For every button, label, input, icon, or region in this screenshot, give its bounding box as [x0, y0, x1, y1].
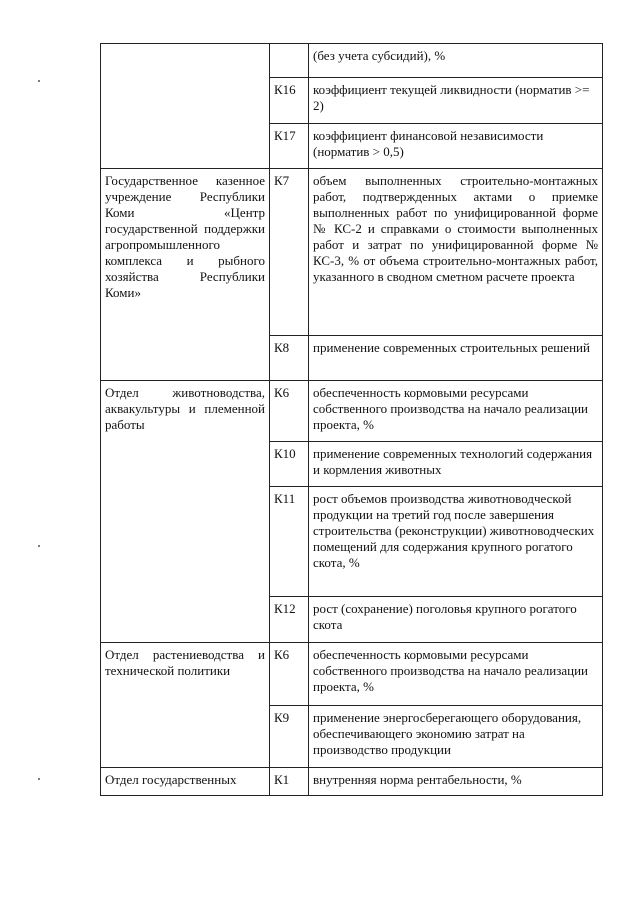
- code-cell: К11: [270, 487, 309, 597]
- code-cell: [270, 44, 309, 78]
- code-cell: К1: [270, 768, 309, 796]
- org-cell: Отдел государственных: [101, 768, 270, 796]
- criterion-cell: применение энергосберегающего оборудования, обеспечивающего экономию затрат на производство продукции: [309, 706, 603, 768]
- criterion-cell: обеспеченность кормовыми ресурсами собственного производства на начало реализации проекта, %: [309, 381, 603, 442]
- org-cell: Отдел животноводства, аквакультуры и племенной работы: [101, 381, 270, 643]
- criterion-cell: применение современных технологий содержания и кормления животных: [309, 442, 603, 487]
- code-cell: К12: [270, 597, 309, 643]
- criteria-table: [100, 43, 603, 796]
- code-cell: К16: [270, 78, 309, 124]
- code-cell: К6: [270, 381, 309, 442]
- table-row: [101, 381, 603, 442]
- criterion-cell: коэффициент текущей ликвидности (норматив >= 2): [309, 78, 603, 124]
- code-cell: К9: [270, 706, 309, 768]
- margin-mark: [38, 80, 40, 82]
- code-cell: К17: [270, 124, 309, 169]
- criterion-cell: применение современных строительных решений: [309, 336, 603, 381]
- code-cell: К6: [270, 643, 309, 706]
- margin-mark: [38, 778, 40, 780]
- table-row: [101, 643, 603, 706]
- criterion-cell: обеспеченность кормовыми ресурсами собственного производства на начало реализации проекта, %: [309, 643, 603, 706]
- criterion-cell: рост объемов производства животноводческой продукции на третий год после завершения строительства (реконструкции) животноводческих помещений для содержания крупного рогатого скота, %: [309, 487, 603, 597]
- table-row: [101, 169, 603, 336]
- table-row: [101, 44, 603, 78]
- org-cell: Отдел растениеводства и технической политики: [101, 643, 270, 768]
- criterion-cell: коэффициент финансовой независимости (норматив > 0,5): [309, 124, 603, 169]
- criterion-cell: внутренняя норма рентабельности, %: [309, 768, 603, 796]
- margin-mark: [38, 545, 40, 547]
- code-cell: К8: [270, 336, 309, 381]
- table-row: [101, 768, 603, 796]
- org-cell: [101, 44, 270, 169]
- criterion-cell: рост (сохранение) поголовья крупного рогатого скота: [309, 597, 603, 643]
- criterion-cell: объем выполненных строительно-монтажных работ, подтвержденных актами о приемке выполненных работ по унифицированной форме № КС-2 и справками о стоимости выполненных работ и затрат по унифицированной форме № КС-3, % от объема строительно-монтажных работ, указанного в сводном сметном расчете проекта: [309, 169, 603, 336]
- code-cell: К7: [270, 169, 309, 336]
- code-cell: К10: [270, 442, 309, 487]
- org-cell: Государственное казенное учреждение Республики Коми «Центр государственной поддержки агропромышленного комплекса и рыбного хозяйства Республики Коми»: [101, 169, 270, 381]
- criterion-cell: (без учета субсидий), %: [309, 44, 603, 78]
